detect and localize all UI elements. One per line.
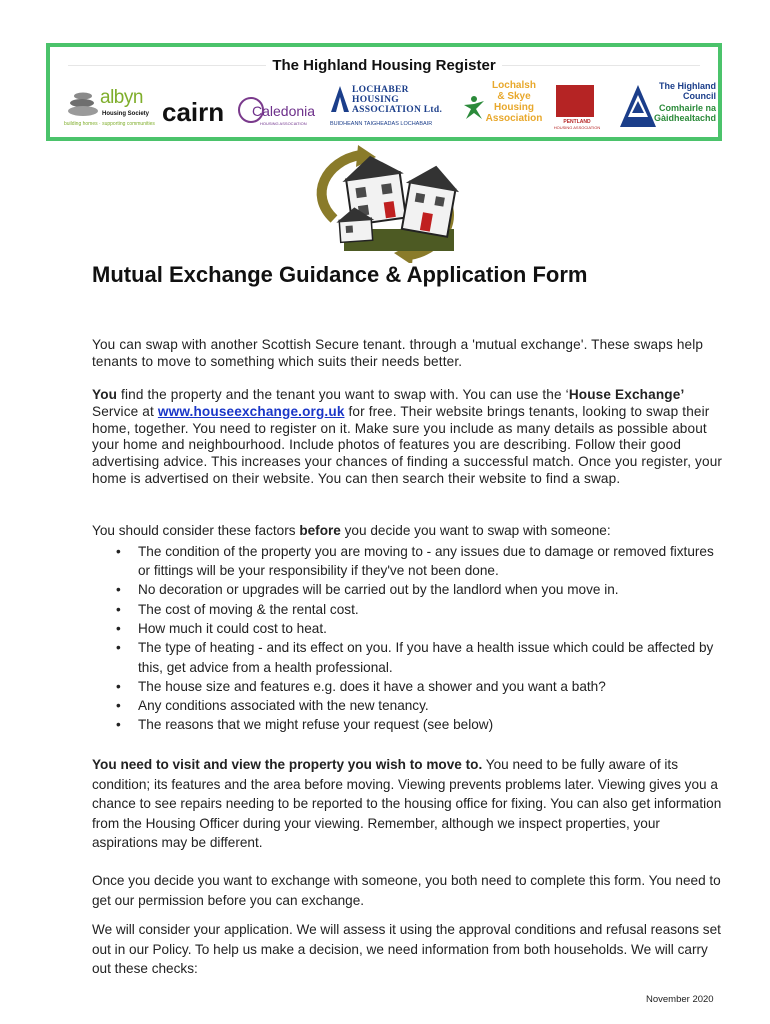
list-item: • The type of heating - and its effect on you. If you have a health issue which could be affected by this, get advice from a health professional. xyxy=(116,640,714,675)
lochaber-line2: HOUSING xyxy=(352,95,399,105)
highland-gaelic: Comhairle na Gàidhealtachd xyxy=(653,103,716,123)
albyn-tagline: building homes · supporting communities xyxy=(64,121,155,127)
albyn-sub: Housing Society xyxy=(102,111,150,117)
house-exchange-paragraph: You find the property and the tenant you want to swap with. You can use the ‘House Exchange’ Service at www.houseexchange.org.uk for free. Their website brings tenants, looking to swap their home, together. You need to register on it. Make sure you include as many details as possible about your home and neighbourhood. Include photos of features you are describing. Follow their good advertising advice. This increases your chances of finding a successful match. Once you register, your home is advertised on their website. You can then search their website to find a swap. xyxy=(92,387,723,486)
albyn-name: albyn xyxy=(100,87,143,108)
lochalsh-line1: Lochalsh xyxy=(492,80,536,91)
highland-council-logo xyxy=(618,79,718,137)
caledonia-logo xyxy=(238,97,328,131)
lochalsh-line2: & Skye xyxy=(497,91,531,102)
albyn-logo xyxy=(64,85,156,133)
pentland-logo xyxy=(548,85,608,133)
stones-icon xyxy=(66,91,100,119)
lochaber-gaelic: BUIDHEANN TAIGHEADAS LOCHABAIR xyxy=(330,121,433,127)
list-item: • How much it could cost to heat. xyxy=(116,620,327,636)
list-item: • Any conditions associated with the new tenancy. xyxy=(116,698,429,714)
pentland-line2: HOUSING ASSOCIATION xyxy=(553,125,601,130)
list-item: • No decoration or upgrades will be carried out by the landlord when you move in. xyxy=(116,582,619,598)
lochaber-line3: ASSOCIATION Ltd. xyxy=(352,105,443,115)
lochaber-logo xyxy=(330,85,456,133)
lochalsh-line4: Association xyxy=(485,113,543,124)
highland-english: The Highland Council xyxy=(659,81,716,101)
factors-section xyxy=(92,523,728,735)
house-exchange-link[interactable]: www.houseexchange.org.uk xyxy=(157,403,345,419)
factors-intro: You should consider these factors before you decide you want to swap with someone: xyxy=(92,523,611,538)
list-item: • The cost of moving & the rental cost. xyxy=(116,601,359,617)
pentland-emblem-icon xyxy=(556,85,594,117)
lochalsh-line3: Housing xyxy=(494,102,534,113)
consider-paragraph: We will consider your application. We will assess it using the approval conditions and refusal reasons set out in our Policy. To help us make a decision, we need information from both households. We will carry out these checks: xyxy=(92,922,721,976)
cairn-logo: cairn xyxy=(162,97,225,127)
caledonia-sub: HOUSING ASSOCIATION xyxy=(260,121,307,126)
intro-paragraph: You can swap with another Scottish Secure tenant. through a 'mutual exchange'. These swaps help tenants to move to something which suits their needs better. xyxy=(92,337,704,369)
footer-date: November 2020 xyxy=(646,994,714,1005)
lochaber-a-icon xyxy=(330,85,350,113)
list-item: • The condition of the property you are moving to - any issues due to damage or removed fixtures or fittings will be your responsibility if they've not been done. xyxy=(116,543,714,579)
house-exchange-illustration xyxy=(300,145,472,263)
caledonia-name: Caledonia xyxy=(252,103,316,119)
banner-title: The Highland Housing Register xyxy=(50,57,718,74)
dancer-icon xyxy=(462,95,486,121)
lochaber-line1: LOCHABER xyxy=(352,85,409,95)
factors-list xyxy=(92,542,728,735)
list-item: • The house size and features e.g. does it have a shower and you want a bath? xyxy=(116,678,606,694)
list-item: • The reasons that we might refuse your request (see below) xyxy=(116,717,494,733)
lochalsh-logo xyxy=(462,81,544,133)
page-title: Mutual Exchange Guidance & Application Form xyxy=(92,262,588,287)
pentland-line1: PENTLAND xyxy=(563,119,591,125)
decide-paragraph: Once you decide you want to exchange with someone, you both need to complete this form. You need to get our permission before you can exchange. xyxy=(92,873,721,908)
partner-banner xyxy=(46,43,722,141)
visit-paragraph: You need to visit and view the property you wish to move to. You need to be fully aware of its condition; its features and the area before moving. Viewing prevents problems later. Viewing gives you a chance to see repairs needing to be reported to the housing office for fixing. You can also get information from the Housing Officer during your viewing. Remember, although we inspect properties, your aspirations may be different. xyxy=(92,757,722,850)
